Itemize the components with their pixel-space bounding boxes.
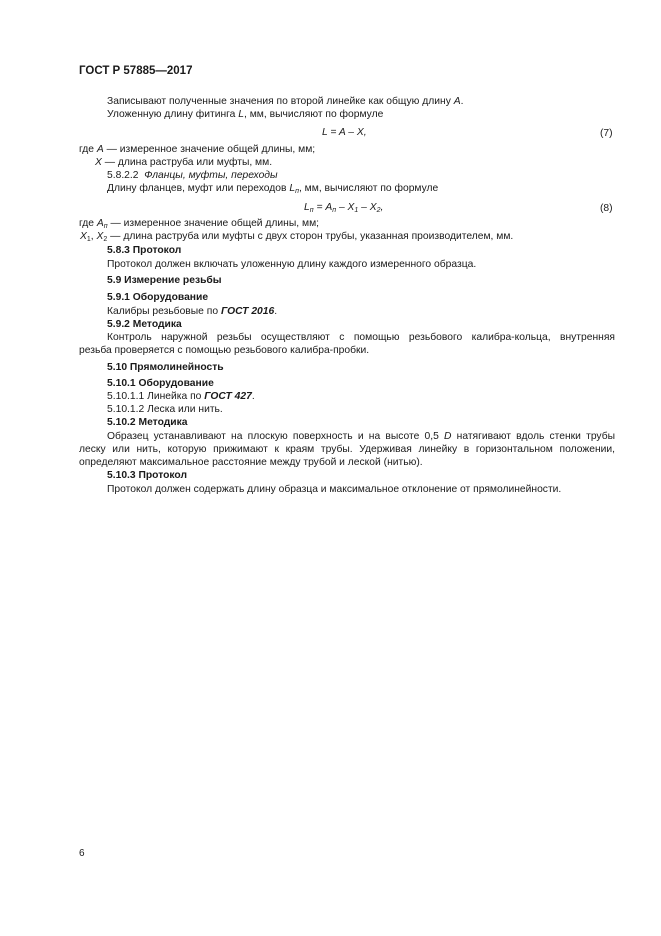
paragraph-laid-length: Уложенную длину фитинга L, мм, вычисляют по формуле bbox=[107, 109, 384, 120]
subsection-5-10-1-2: 5.10.1.2 Леска или нить. bbox=[107, 404, 223, 415]
formula-8: $L_п = A_п - X_1 - X_2$, bbox=[304, 202, 384, 214]
where-an: где $A_п$ — измеренное значение общей длины, мм; bbox=[79, 218, 320, 230]
paragraph-thread-control-line1: Контроль наружной резьбы осуществляют с помощью резьбового калибра-кольца, внутренняя bbox=[107, 332, 615, 343]
where-x: X — длина раструба или муфты, мм. bbox=[95, 157, 273, 168]
section-5-8-3: 5.8.3 Протокол bbox=[107, 245, 182, 256]
section-5-10-2: 5.10.2 Методика bbox=[107, 417, 188, 428]
where-x1-x2: $X_1$, $X_2$ — длина раструба или муфты с двух сторон трубы, указанная производителем, мм. bbox=[80, 231, 514, 243]
paragraph-flange-length: Длину фланцев, муфт или переходов $L_п$, мм, вычисляют по формуле bbox=[107, 183, 439, 195]
paragraph-gauges: Калибры резьбовые по ГОСТ 2016. bbox=[107, 306, 278, 317]
section-5-9: 5.9 Измерение резьбы bbox=[107, 275, 222, 286]
paragraph-straightness-line3: определяют максимальное расстояние между трубой и леской (нитью). bbox=[79, 457, 423, 468]
section-5-9-1: 5.9.1 Оборудование bbox=[107, 292, 209, 303]
paragraph-protocol-length: Протокол должен включать уложенную длину каждого измеренного образца. bbox=[107, 259, 477, 270]
formula-7-number: (7) bbox=[600, 128, 613, 139]
subsection-5-8-2-2: 5.8.2.2 Фланцы, муфты, переходы bbox=[107, 170, 278, 181]
paragraph-straightness-line1: Образец устанавливают на плоскую поверхность и на высоте 0,5 D натягивают вдоль стенки трубы bbox=[107, 431, 615, 442]
where-a: где A — измеренное значение общей длины, мм; bbox=[79, 144, 316, 155]
paragraph-protocol-straightness: Протокол должен содержать длину образца и максимальное отклонение от прямолинейности. bbox=[107, 484, 562, 495]
section-5-9-2: 5.9.2 Методика bbox=[107, 319, 182, 330]
document-header: ГОСТ Р 57885—2017 bbox=[79, 65, 193, 77]
paragraph-straightness-line2: леску или нить, которую прижимают к краям трубы. Удерживая линейку в горизонтальном положении, bbox=[79, 444, 615, 455]
formula-7: L = A – X, bbox=[322, 127, 367, 138]
section-5-10-1: 5.10.1 Оборудование bbox=[107, 378, 214, 389]
section-5-10-3: 5.10.3 Протокол bbox=[107, 470, 188, 481]
section-5-10: 5.10 Прямолинейность bbox=[107, 362, 224, 373]
paragraph-thread-control-line2: резьба проверяется с помощью резьбового калибра-пробки. bbox=[79, 345, 370, 356]
page-number: 6 bbox=[79, 848, 85, 859]
formula-8-number: (8) bbox=[600, 203, 613, 214]
subsection-5-10-1-1: 5.10.1.1 Линейка по ГОСТ 427. bbox=[107, 391, 255, 402]
paragraph-general-length: Записывают полученные значения по второй линейке как общую длину А. bbox=[107, 96, 464, 107]
